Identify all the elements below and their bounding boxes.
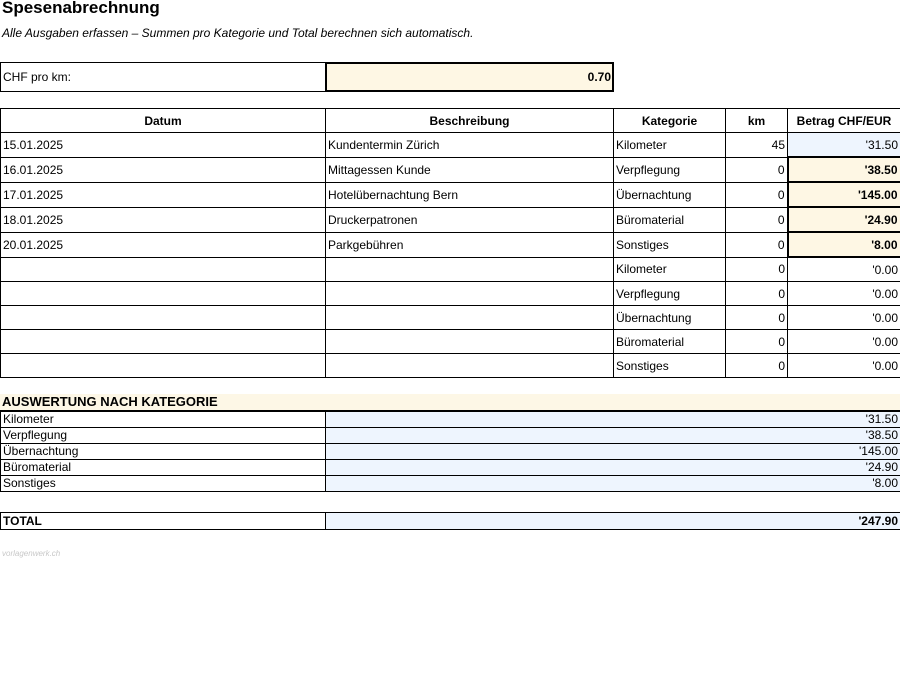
betrag-cell[interactable]: '0.00 xyxy=(788,330,900,354)
km-cell[interactable]: 0 xyxy=(726,282,788,306)
km-cell[interactable]: 0 xyxy=(726,232,788,257)
column-header-beschreibung: Beschreibung xyxy=(326,109,614,133)
evaluation-row xyxy=(1,476,900,492)
beschreibung-cell[interactable] xyxy=(326,282,614,306)
datum-cell[interactable]: 18.01.2025 xyxy=(1,207,326,232)
km-cell[interactable]: 45 xyxy=(726,133,788,158)
page-title: Spesenabrechnung xyxy=(2,0,160,17)
column-header-betrag: Betrag CHF/EUR xyxy=(788,109,900,133)
kategorie-cell[interactable]: Verpflegung xyxy=(614,157,726,182)
beschreibung-cell[interactable]: Mittagessen Kunde xyxy=(326,157,614,182)
kategorie-cell[interactable]: Kilometer xyxy=(614,133,726,158)
km-cell[interactable]: 0 xyxy=(726,157,788,182)
column-header-kategorie: Kategorie xyxy=(614,109,726,133)
evaluation-heading: AUSWERTUNG NACH KATEGORIE xyxy=(0,394,900,410)
evaluation-label: Büromaterial xyxy=(1,460,326,476)
column-header-datum: Datum xyxy=(1,109,326,133)
km-cell[interactable]: 0 xyxy=(726,330,788,354)
footer-watermark: vorlagenwerk.ch xyxy=(2,549,61,558)
km-cell[interactable]: 0 xyxy=(726,182,788,207)
datum-cell[interactable]: 16.01.2025 xyxy=(1,157,326,182)
datum-cell[interactable]: 20.01.2025 xyxy=(1,232,326,257)
kategorie-cell[interactable]: Übernachtung xyxy=(614,182,726,207)
kategorie-cell[interactable]: Verpflegung xyxy=(614,282,726,306)
km-cell[interactable]: 0 xyxy=(726,306,788,330)
evaluation-sum[interactable]: '8.00 xyxy=(326,476,900,492)
datum-cell[interactable] xyxy=(1,330,326,354)
kategorie-cell[interactable]: Kilometer xyxy=(614,257,726,282)
km-cell[interactable]: 0 xyxy=(726,354,788,378)
betrag-cell[interactable]: '31.50 xyxy=(788,133,900,158)
table-row xyxy=(1,157,900,182)
evaluation-label: Verpflegung xyxy=(1,428,326,444)
km-cell[interactable]: 0 xyxy=(726,257,788,282)
table-row xyxy=(1,306,900,330)
evaluation-row xyxy=(1,444,900,460)
beschreibung-cell[interactable] xyxy=(326,330,614,354)
evaluation-sum[interactable]: '145.00 xyxy=(326,444,900,460)
datum-cell[interactable] xyxy=(1,306,326,330)
total-label: TOTAL xyxy=(1,513,326,530)
table-row xyxy=(1,282,900,306)
betrag-cell[interactable]: '0.00 xyxy=(788,354,900,378)
beschreibung-cell[interactable] xyxy=(326,257,614,282)
kategorie-cell[interactable]: Büromaterial xyxy=(614,207,726,232)
betrag-input-cell[interactable]: '145.00 xyxy=(788,182,900,207)
evaluation-table xyxy=(0,411,900,492)
betrag-cell[interactable]: '0.00 xyxy=(788,257,900,282)
table-row xyxy=(1,354,900,378)
datum-cell[interactable] xyxy=(1,354,326,378)
kategorie-cell[interactable]: Büromaterial xyxy=(614,330,726,354)
table-row xyxy=(1,232,900,257)
page-subtitle: Alle Ausgaben erfassen – Summen pro Kategorie und Total berechnen sich automatisch. xyxy=(2,26,474,40)
kategorie-cell[interactable]: Sonstiges xyxy=(614,354,726,378)
beschreibung-cell[interactable]: Druckerpatronen xyxy=(326,207,614,232)
datum-cell[interactable] xyxy=(1,257,326,282)
datum-cell[interactable]: 17.01.2025 xyxy=(1,182,326,207)
evaluation-label: Sonstiges xyxy=(1,476,326,492)
evaluation-row xyxy=(1,428,900,444)
evaluation-sum[interactable]: '38.50 xyxy=(326,428,900,444)
km-rate-row xyxy=(0,62,613,92)
evaluation-label: Übernachtung xyxy=(1,444,326,460)
km-rate-input[interactable]: 0.70 xyxy=(325,62,614,92)
table-row xyxy=(1,182,900,207)
beschreibung-cell[interactable]: Kundentermin Zürich xyxy=(326,133,614,158)
beschreibung-cell[interactable] xyxy=(326,354,614,378)
total-table xyxy=(0,512,900,530)
evaluation-row xyxy=(1,460,900,476)
evaluation-row xyxy=(1,412,900,428)
table-row xyxy=(1,207,900,232)
betrag-cell[interactable]: '0.00 xyxy=(788,306,900,330)
column-header-km: km xyxy=(726,109,788,133)
kategorie-cell[interactable]: Übernachtung xyxy=(614,306,726,330)
evaluation-sum[interactable]: '31.50 xyxy=(326,412,900,428)
betrag-input-cell[interactable]: '24.90 xyxy=(788,207,900,232)
betrag-cell[interactable]: '0.00 xyxy=(788,282,900,306)
km-cell[interactable]: 0 xyxy=(726,207,788,232)
beschreibung-cell[interactable]: Parkgebühren xyxy=(326,232,614,257)
expense-table xyxy=(0,108,900,378)
total-row xyxy=(1,513,900,530)
datum-cell[interactable] xyxy=(1,282,326,306)
table-row xyxy=(1,330,900,354)
datum-cell[interactable]: 15.01.2025 xyxy=(1,133,326,158)
table-row xyxy=(1,257,900,282)
expense-header-row xyxy=(1,109,900,133)
beschreibung-cell[interactable] xyxy=(326,306,614,330)
kategorie-cell[interactable]: Sonstiges xyxy=(614,232,726,257)
betrag-input-cell[interactable]: '38.50 xyxy=(788,157,900,182)
betrag-input-cell[interactable]: '8.00 xyxy=(788,232,900,257)
table-row xyxy=(1,133,900,158)
beschreibung-cell[interactable]: Hotelübernachtung Bern xyxy=(326,182,614,207)
evaluation-label: Kilometer xyxy=(1,412,326,428)
total-value[interactable]: '247.90 xyxy=(326,513,900,530)
evaluation-sum[interactable]: '24.90 xyxy=(326,460,900,476)
km-rate-label: CHF pro km: xyxy=(0,62,328,92)
